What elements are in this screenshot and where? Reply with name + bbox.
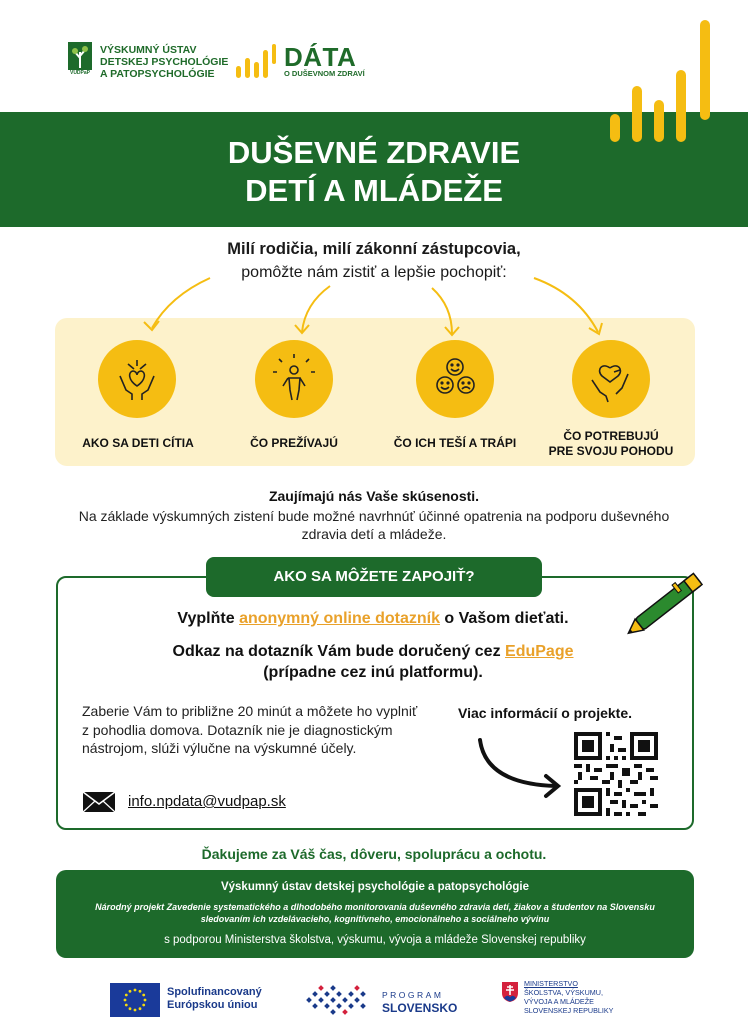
fill-instruction <box>56 610 690 628</box>
page-title-line: DUŠEVNÉ ZDRAVIE <box>227 135 521 170</box>
topic-label-line: ČO POTREBUJÚ <box>563 429 659 443</box>
eu-cofunded-text <box>167 986 262 1012</box>
eu-text-line: Európskou úniou <box>167 999 258 1011</box>
footer-project: Národný projekt Zavedenie systematického a dlhodobého monitorovania duševného zdravia detí, žiakov a študentov na Slovensku sledovaním ich vzdelávacieho, kognitívneho, emocionálneho a sociálneho vývinu <box>95 902 655 924</box>
email-link[interactable]: info.npdata@vudpap.sk <box>128 793 286 810</box>
person-radiating-icon <box>255 340 333 418</box>
participation-heading: AKO SA MÔŽETE ZAPOJIŤ? <box>206 557 542 597</box>
curved-arrow-icon <box>476 736 566 800</box>
program-slovensko-icon <box>303 984 375 1016</box>
vudpap-name <box>100 44 228 80</box>
fill-instruction-pre: Vyplňte <box>177 610 240 627</box>
heart-hands-icon <box>98 340 176 418</box>
ministry-line: ŠKOLSTVA, VÝSKUMU, <box>524 988 603 997</box>
data-logo-bars-icon <box>236 44 276 78</box>
emotion-faces-icon <box>416 340 494 418</box>
data-logo-title: DÁTA <box>284 42 357 72</box>
questionnaire-link[interactable]: anonymný online dotazník <box>239 610 440 627</box>
ministry-text <box>524 979 664 1015</box>
footer-institute: Výskumný ústav detskej psychológie a patopsychológie <box>220 881 530 893</box>
duration-paragraph: Zaberie Vám to približne 20 minút a môžete ho vyplniť z pohodlia domova. Dotazník nie je diagnostickým nástrojom, slúži výlučne na výskumné účely. <box>82 703 418 756</box>
vudpap-logo-label: VÚDPaP <box>69 70 90 76</box>
caring-hands-icon <box>572 340 650 418</box>
ministry-line: SLOVENSKEJ REPUBLIKY <box>524 1006 614 1015</box>
curved-arrows-icon <box>140 276 610 346</box>
decorative-bars-icon <box>606 20 722 142</box>
interest-text: Na základe výskumných zistení bude možné navrhnúť účinné opatrenia na podporu duševného zdravia detí a mládeže. <box>78 508 670 542</box>
intro-greeting: Milí rodičia, milí zákonní zástupcovia, <box>227 240 521 258</box>
page-title <box>0 134 748 210</box>
more-info-label: Viac informácií o projekte. <box>458 705 633 721</box>
program-label: PROGRAM <box>382 990 444 1000</box>
mail-icon <box>82 791 116 813</box>
vudpap-line: DETSKEJ PSYCHOLÓGIE <box>100 56 229 68</box>
link-instruction-pre: Odkaz na dotazník Vám bude doručený cez <box>172 643 506 660</box>
ministry-line: MINISTERSTVO <box>524 979 578 988</box>
topic-label <box>526 429 696 459</box>
eu-flag-icon <box>110 983 160 1017</box>
topic-label: ČO PREŽÍVAJÚ <box>250 436 338 450</box>
ministry-line: VÝVOJA A MLÁDEŽE <box>524 997 594 1006</box>
pen-icon <box>614 560 720 646</box>
footer-support: s podporou Ministerstva školstva, výskumu, vývoja a mládeže Slovenskej republiky <box>164 934 586 946</box>
thanks-text: Ďakujeme za Váš čas, dôveru, spoluprácu a ochotu. <box>201 846 547 862</box>
eu-text-line: Spolufinancovaný <box>167 986 262 998</box>
qr-code[interactable] <box>574 732 658 816</box>
program-name: SLOVENSKO <box>382 1001 458 1015</box>
slovak-coat-of-arms-icon <box>501 981 519 1003</box>
link-instruction-post: (prípadne cez inú platformu). <box>263 664 483 681</box>
interest-heading: Zaujímajú nás Vaše skúsenosti. <box>268 488 480 504</box>
link-instruction <box>56 641 690 683</box>
topic-label: ČO ICH TEŠÍ A TRÁPI <box>393 436 517 450</box>
page-title-line: DETÍ A MLÁDEŽE <box>245 173 503 208</box>
data-logo-subtitle: O DUŠEVNOM ZDRAVÍ <box>284 69 365 78</box>
vudpap-line: A PATOPSYCHOLÓGIE <box>100 68 215 80</box>
intro-request: pomôžte nám zistiť a lepšie pochopiť: <box>241 264 507 281</box>
topic-label: AKO SA DETI CÍTIA <box>82 436 194 450</box>
edupage-link[interactable]: EduPage <box>505 643 574 660</box>
fill-instruction-post: o Vašom dieťati. <box>439 610 569 627</box>
vudpap-line: VÝSKUMNÝ ÚSTAV <box>100 44 197 56</box>
topic-label-line: PRE SVOJU POHODU <box>548 444 674 458</box>
